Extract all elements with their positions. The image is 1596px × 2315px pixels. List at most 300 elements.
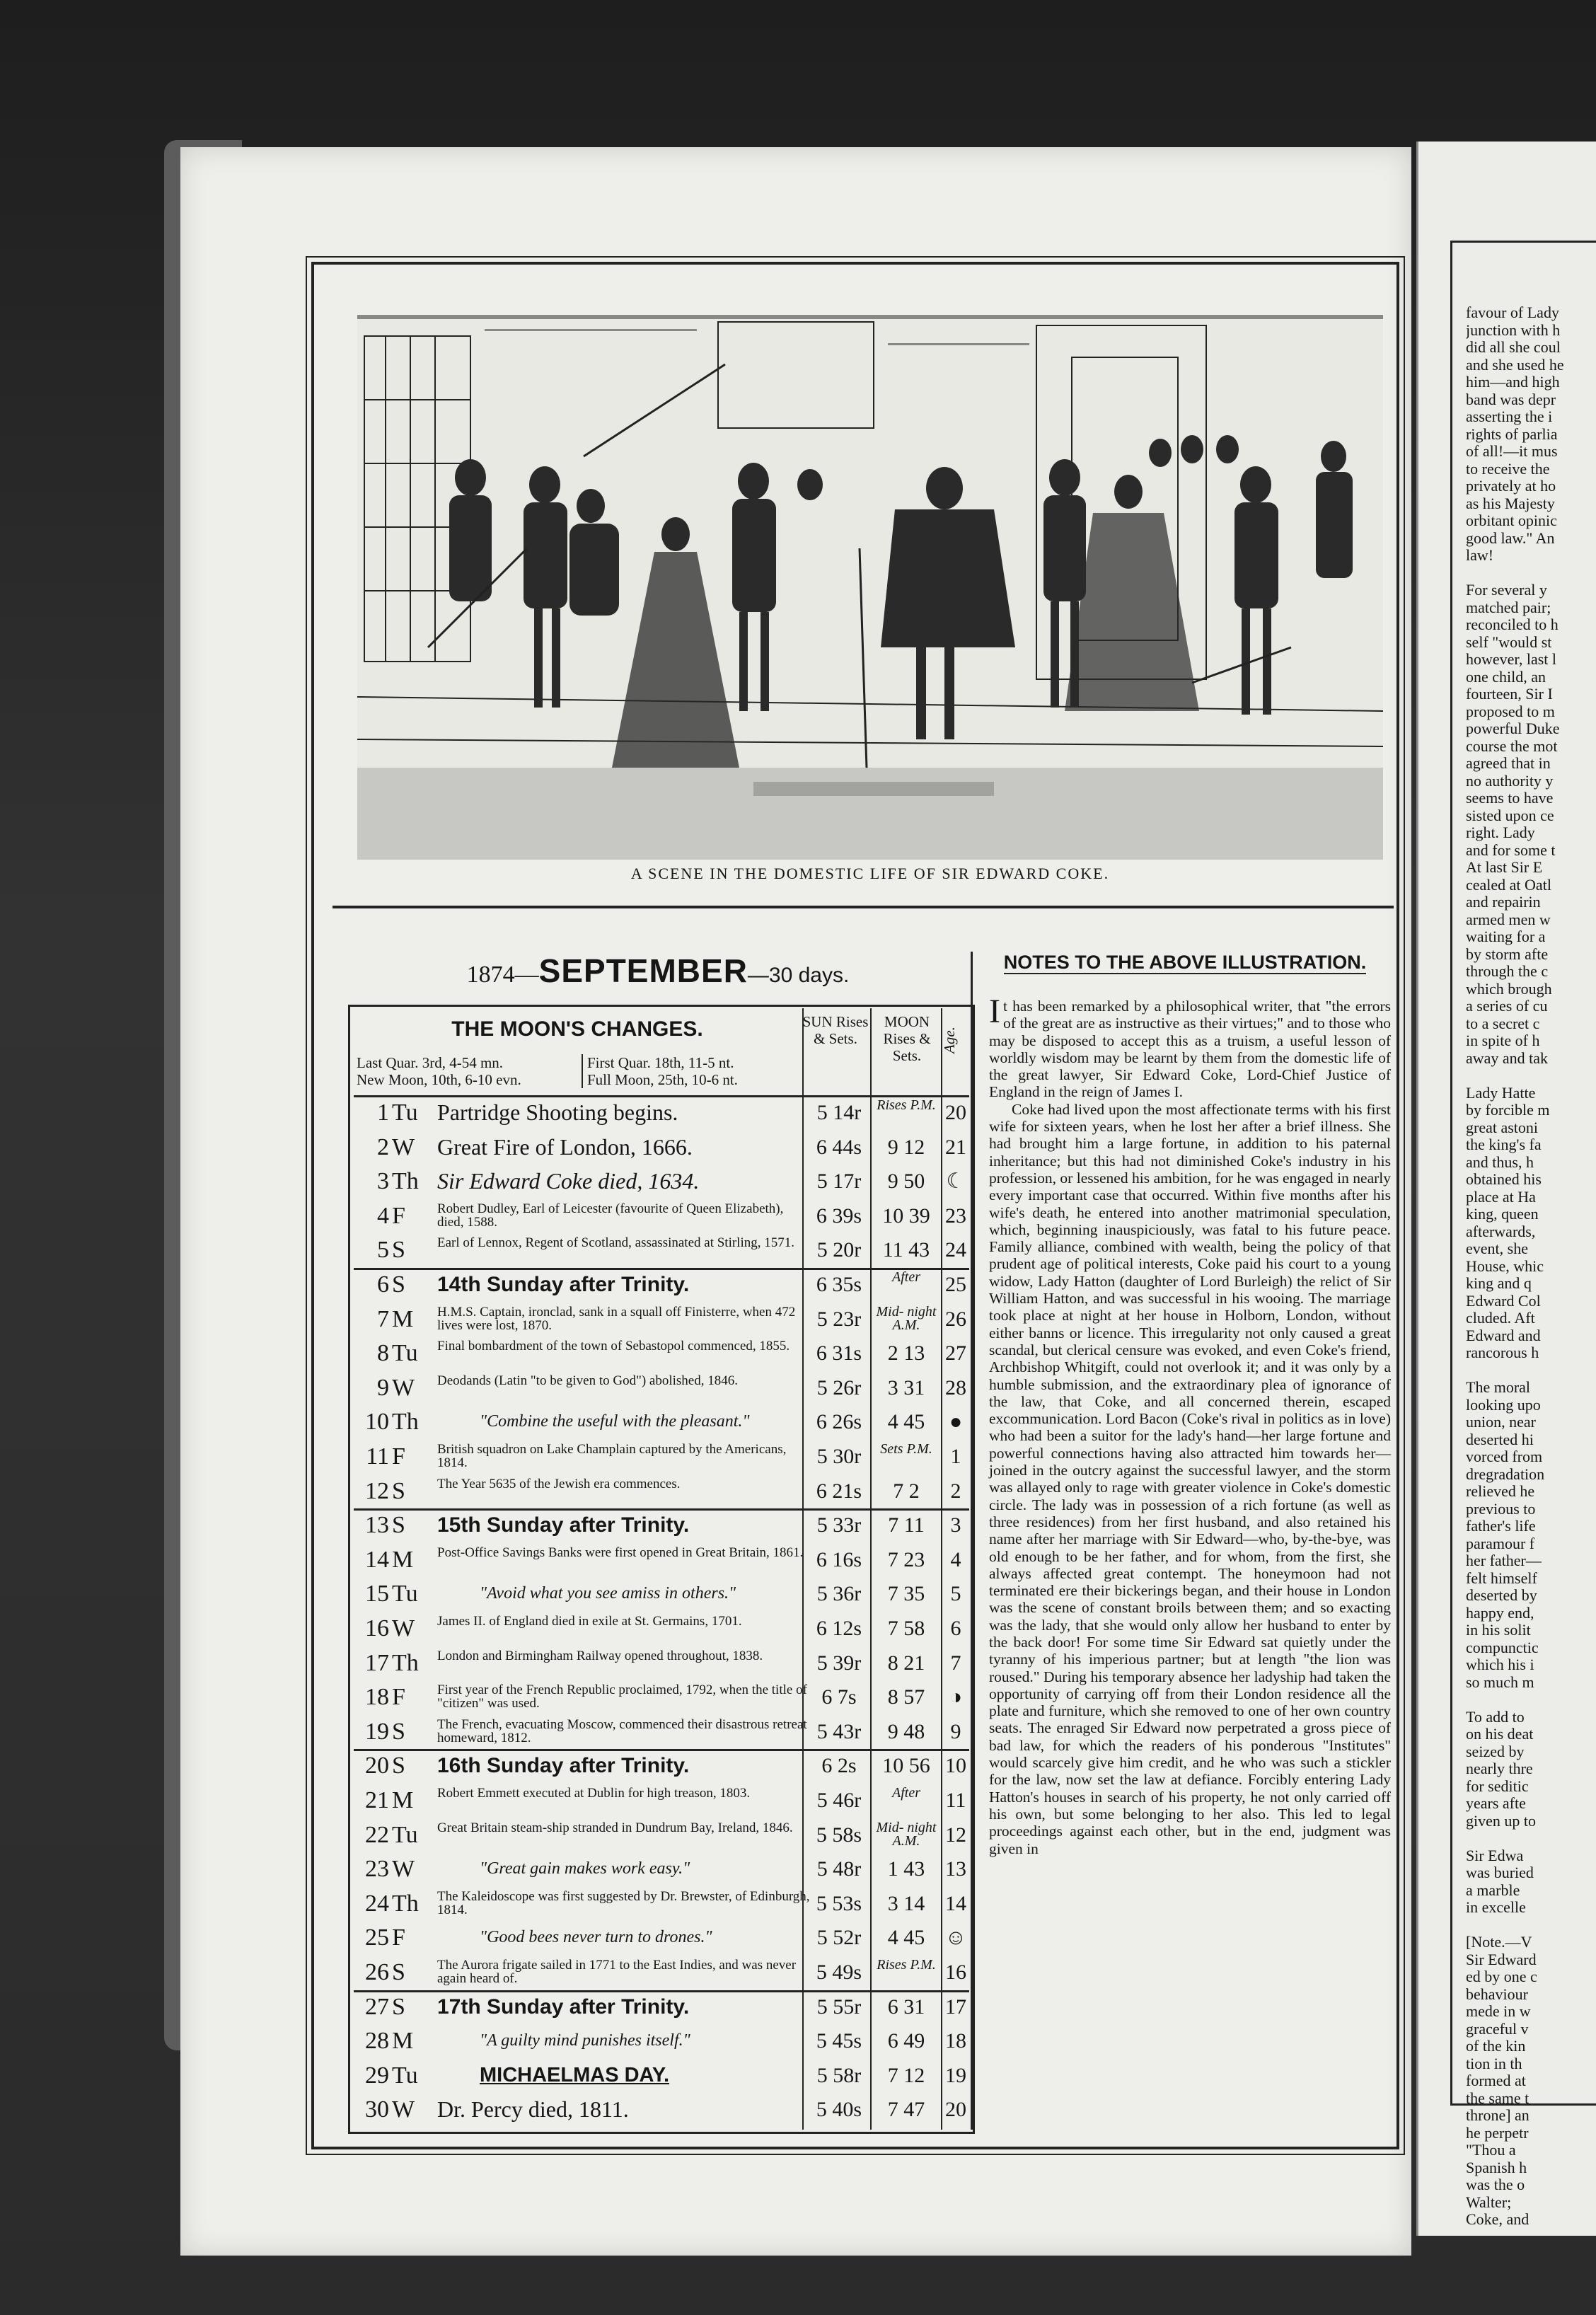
- day-event: H.M.S. Captain, ironclad, sank in a squall off Finisterre, when 472 lives were lost, 1870.: [437, 1304, 796, 1333]
- sun-time: 5 26r: [816, 1375, 862, 1399]
- fragment-line: vorced from: [1466, 1448, 1543, 1465]
- moon-age: 20: [945, 1101, 966, 1124]
- day-number: 28: [365, 2028, 389, 2055]
- moon-time: 3 31: [887, 1375, 925, 1399]
- fragment-line: rights of parlia: [1466, 425, 1558, 443]
- sun-time: 6 16s: [816, 1547, 862, 1571]
- fragment-line: in his solit: [1466, 1621, 1531, 1639]
- fragment-line: To add to: [1466, 1707, 1525, 1726]
- day-event: "A guilty mind punishes itself.": [480, 2031, 690, 2050]
- sun-time: 6 39s: [816, 1203, 862, 1228]
- fragment-line: king and q: [1466, 1274, 1532, 1292]
- moon-time: 9 48: [887, 1719, 925, 1743]
- fragment-line: did all she coul: [1466, 338, 1561, 356]
- calendar-row: [354, 1546, 969, 1574]
- fragment-line: which his i: [1466, 1656, 1534, 1673]
- sun-time: 5 49s: [816, 1961, 862, 1984]
- moon-time: 7 12: [887, 2063, 925, 2087]
- day-of-week: W: [392, 2096, 415, 2123]
- sun-time: 6 44s: [816, 1135, 862, 1159]
- sun-time: 5 17r: [816, 1170, 862, 1194]
- fragment-line: "Thou a: [1466, 2141, 1516, 2159]
- right-page-text: [1466, 304, 1596, 2229]
- day-of-week: S: [392, 1993, 405, 2020]
- fragment-line: law!: [1466, 546, 1494, 564]
- day-event: Robert Dudley, Earl of Leicester (favourite of Queen Elizabeth), died, 1588.: [437, 1201, 784, 1230]
- moon-time: 7 58: [887, 1617, 925, 1640]
- fragment-line: House, whic: [1466, 1257, 1544, 1275]
- sun-time: 5 58s: [816, 1823, 862, 1847]
- day-number: 10: [365, 1409, 389, 1436]
- fragment-line: nearly thre: [1466, 1760, 1533, 1777]
- day-event: Earl of Lennox, Regent of Scotland, assassinated at Stirling, 1571.: [437, 1235, 794, 1251]
- fragment-line: Spanish h: [1466, 2158, 1527, 2176]
- fragment-line: dregradation: [1466, 1465, 1545, 1483]
- day-event: "Avoid what you see amiss in others.": [480, 1584, 736, 1603]
- fragment-line: The moral: [1466, 1378, 1531, 1396]
- day-number: 19: [365, 1718, 389, 1745]
- moon-age: 11: [945, 1789, 966, 1812]
- sun-time: 5 48r: [816, 1857, 862, 1881]
- moon-time: Rises P.M.: [877, 1957, 936, 1973]
- day-event: Partridge Shooting begins.: [437, 1099, 678, 1125]
- sun-time: 6 21s: [816, 1479, 862, 1503]
- day-of-week: S: [392, 1477, 405, 1504]
- fragment-line: deserted by: [1466, 1586, 1537, 1604]
- day-of-week: F: [392, 1924, 405, 1951]
- day-of-week: F: [392, 1443, 405, 1470]
- moon-age: 2: [950, 1479, 961, 1503]
- fragment-line: to receive the: [1466, 459, 1550, 478]
- calendar-row: [354, 1924, 969, 1951]
- sun-time: 5 58r: [816, 2063, 862, 2087]
- section-divider: [332, 906, 1394, 908]
- engraving-illustration: [357, 315, 1383, 860]
- sun-time: 5 52r: [816, 1926, 862, 1950]
- sun-time: 6 2s: [821, 1754, 857, 1778]
- day-number: 24: [365, 1890, 389, 1917]
- calendar-row: [354, 2096, 969, 2123]
- calendar-row: [354, 1683, 969, 1711]
- moon-time: 2 13: [887, 1341, 925, 1366]
- day-number: 30: [365, 2096, 389, 2123]
- fragment-line: through the c: [1466, 962, 1549, 980]
- moon-time: 6 49: [887, 2029, 925, 2053]
- sun-time: 5 30r: [816, 1445, 862, 1468]
- sun-time: 6 7s: [821, 1685, 857, 1709]
- fragment-line: proposed to m: [1466, 702, 1555, 720]
- moon-time: 7 47: [887, 2098, 925, 2122]
- day-number: 8: [377, 1340, 389, 1367]
- fragment-line: course the mot: [1466, 737, 1558, 755]
- calendar-row: [354, 1305, 969, 1333]
- sun-time: 6 35s: [816, 1273, 862, 1296]
- fragment-line: waiting for a: [1466, 928, 1546, 945]
- fragment-line: Sir Edwa: [1466, 1846, 1524, 1864]
- fragment-line: felt himself: [1466, 1569, 1537, 1587]
- notes-heading-text: NOTES TO THE ABOVE ILLUSTRATION.: [1003, 952, 1367, 973]
- fragment-line: deserted hi: [1466, 1430, 1534, 1448]
- calendar-row: [354, 1236, 969, 1264]
- fragment-line: armed men w: [1466, 910, 1551, 928]
- moon-age: 7: [950, 1651, 961, 1675]
- day-of-week: M: [392, 1787, 414, 1813]
- moon-time: 10 39: [882, 1203, 930, 1228]
- day-event: "Good bees never turn to drones.": [480, 1928, 712, 1947]
- sun-time: 6 31s: [816, 1341, 862, 1366]
- day-event: Deodands (Latin "to be given to God") abolished, 1846.: [437, 1373, 738, 1388]
- moon-time: 11 43: [882, 1238, 930, 1262]
- sun-time: 6 26s: [816, 1410, 862, 1434]
- fragment-line: her father—: [1466, 1552, 1542, 1569]
- day-of-week: S: [392, 1753, 405, 1779]
- fragment-line: self "would st: [1466, 633, 1552, 651]
- fragment-line: and for some t: [1466, 841, 1556, 859]
- sun-time: 5 39r: [816, 1651, 862, 1675]
- fragment-line: and repairin: [1466, 893, 1541, 911]
- fragment-line: paramour f: [1466, 1534, 1535, 1552]
- moon-column-header: MOON Rises & Sets.: [883, 1013, 931, 1064]
- moon-time: 8 57: [887, 1685, 925, 1709]
- calendar-row: [354, 1649, 969, 1677]
- sun-time: 5 45s: [816, 2029, 862, 2053]
- day-number: 15: [365, 1581, 389, 1607]
- calendar-row: [354, 1374, 969, 1402]
- day-event: First year of the French Republic proclaimed, 1792, when the title of "citizen" was used.: [437, 1682, 807, 1711]
- calendar-row: [354, 1821, 969, 1849]
- engraving-svg: [357, 315, 1383, 860]
- fragment-line: Edward and: [1466, 1326, 1541, 1344]
- fragment-line: and thus, h: [1466, 1153, 1534, 1171]
- fragment-line: relieved he: [1466, 1482, 1535, 1500]
- fragment-line: by forcible m: [1466, 1101, 1550, 1119]
- fragment-line: in spite of h: [1466, 1032, 1540, 1049]
- calendar-row: [354, 1786, 969, 1814]
- fragment-line: of all!—it mus: [1466, 442, 1558, 460]
- moon-age: 19: [945, 2063, 966, 2087]
- fragment-line: [1466, 1917, 1596, 1934]
- sun-column-header: SUN Rises & Sets.: [802, 1013, 869, 1047]
- day-number: 25: [365, 1924, 389, 1951]
- day-of-week: S: [392, 1718, 405, 1745]
- day-event: The Year 5635 of the Jewish era commences.: [437, 1476, 681, 1491]
- fragment-line: no authority y: [1466, 771, 1554, 790]
- sun-time: 5 36r: [816, 1582, 862, 1606]
- moon-time: Rises P.M.: [877, 1097, 936, 1113]
- moon-full-moon: Full Moon, 25th, 10-6 nt.: [587, 1071, 738, 1088]
- day-of-week: Tu: [392, 1340, 418, 1367]
- fragment-line: junction with h: [1466, 321, 1561, 339]
- moon-age: ●: [949, 1410, 963, 1434]
- moon-time: 7 23: [887, 1547, 925, 1571]
- moon-time: After: [892, 1269, 920, 1285]
- day-of-week: Tu: [392, 1581, 418, 1607]
- fragment-line: union, near: [1466, 1413, 1536, 1431]
- fragment-line: At last Sir E: [1466, 858, 1543, 876]
- week-rule: [354, 1749, 969, 1751]
- fragment-line: in excelle: [1466, 1898, 1526, 1916]
- fragment-line: Walter;: [1466, 2193, 1512, 2211]
- day-number: 26: [365, 1959, 389, 1985]
- day-of-week: Th: [392, 1168, 419, 1195]
- fragment-line: was the o: [1466, 2176, 1525, 2193]
- moon-age: 25: [945, 1273, 966, 1296]
- sun-time: 5 43r: [816, 1719, 862, 1743]
- notes-paragraph-2: Coke had lived upon the most affectionate terms with his first wife for sixteen years, when he lost her after a brief illness. She had brought him a large fortune, in addition to his paternal inheritance; but this had not diminished Coke's industry in his profession, or lessened his ambition, for he was engaged in nearly every important case that occurred. Within five months after his wife's death, he entered into another matrimonial speculation, which, beginning inauspiciously, was fatal to his future peace. Family alliance, combined with wealth, being the policy of that prudent age of political interests, Coke paid his court to a young widow, Lady Hatton (daughter of Lord Burleigh) the relict of Sir William Hatton, and was successful in his wooing. The marriage took place at night at her house in Holborn, London, without either banns or licence. This irregularity not only caused a great scandal, but clerical censure was evoked, and even Coke's friend, Archbishop Whitgift, could not overlook it; and it was only by a humble submission, and the extraordinary plea of ignorance of the law, that Coke, and all concerned therein, escaped excommunication. Lord Bacon (Coke's rival in politics as in love) who had been a suitor for the lady's hand—her large fortune and powerful connections having also attracted him towards her—joined in the outcry against the successful lawyer, and the storm was allayed only to rage with greater violence in Coke's domestic circle. The lady was in possession of a rich fortune (as well as three residences) from her first husband, and also retained his name after her marriage with Sir Edward—who, by-the-bye, was old enough to be her father, and for whom, from the first, she always affected great contempt. The honeymoon had not terminated ere their bickerings began, and their house in London was the scene of constant broils between them; and so exacting was the lady, that she would only allow her husband to enter by the back door! For some time Sir Edward sat quietly under the tyranny of his imperious partner; but at length "the lion was roused." During his temporary absence her ladyship had taken the opportunity of carrying off from their London residence all the plate and furniture, which she removed to one of her own country seats. The enraged Sir Edward now perpetrated a gross piece of bad law, for which the readers of his ponderous "Institutes" would scarcely give him credit, and he who was such a stickler for the law, now set the law at defiance. Forcibly entering Lady Hatton's houses in search of his property, he not only carried off his own, but some belonging to her also. This led to legal proceedings against each other, but in the end, judgment was given in: [989, 1100, 1391, 1857]
- fragment-line: matched pair;: [1466, 598, 1551, 616]
- moon-time: 3 14: [887, 1891, 925, 1915]
- fragment-line: Sir Edward: [1466, 1950, 1537, 1968]
- day-event: Final bombardment of the town of Sebastopol commenced, 1855.: [437, 1339, 790, 1354]
- calendar-row: [354, 1339, 969, 1367]
- fragment-line: orbitant opinic: [1466, 512, 1557, 529]
- fragment-line: mede in w: [1466, 2002, 1531, 2020]
- fragment-line: a series of cu: [1466, 997, 1548, 1015]
- day-event: The French, evacuating Moscow, commenced their disastrous retreat homeward, 1812.: [437, 1716, 807, 1745]
- moon-time: 9 12: [887, 1135, 925, 1159]
- fragment-line: [Note.—V: [1466, 1933, 1532, 1951]
- day-number: 18: [365, 1684, 389, 1711]
- moon-new-moon: New Moon, 10th, 6-10 evn.: [357, 1071, 521, 1088]
- fragment-line: so much m: [1466, 1673, 1534, 1691]
- fragment-line: king, queen: [1466, 1205, 1539, 1223]
- fragment-line: tion in th: [1466, 2054, 1522, 2072]
- fragment-line: privately at ho: [1466, 477, 1556, 495]
- fragment-line: reconciled to h: [1466, 616, 1559, 633]
- moon-age: 16: [945, 1961, 966, 1984]
- sun-time: 5 53s: [816, 1891, 862, 1915]
- moon-age: 3: [950, 1513, 961, 1537]
- fragment-line: [1466, 1691, 1596, 1709]
- fragment-line: asserting the i: [1466, 408, 1553, 425]
- fragment-line: seized by: [1466, 1742, 1525, 1760]
- sun-time: 5 23r: [816, 1307, 862, 1331]
- day-event: MICHAELMAS DAY.: [480, 2063, 670, 2086]
- moon-age: 17: [945, 1994, 966, 2019]
- moon-time: 4 45: [887, 1926, 925, 1950]
- fragment-line: the same t: [1466, 2089, 1530, 2107]
- day-of-week: Tu: [392, 1099, 418, 1126]
- fragment-line: obtained his: [1466, 1170, 1542, 1188]
- moon-time: 7 11: [888, 1513, 925, 1537]
- fragment-line: the king's fa: [1466, 1136, 1542, 1153]
- sun-time: 6 12s: [816, 1617, 862, 1640]
- day-of-week: W: [392, 1856, 415, 1883]
- fragment-line: great astoni: [1466, 1118, 1539, 1136]
- day-of-week: S: [392, 1237, 405, 1264]
- fragment-line: [1466, 1830, 1596, 1847]
- fragment-line: seems to have: [1466, 789, 1554, 807]
- day-event: Robert Emmett executed at Dublin for high treason, 1803.: [437, 1786, 751, 1801]
- moon-age: 24: [945, 1238, 966, 1262]
- moon-time: 10 56: [882, 1754, 930, 1778]
- calendar-days: —30 days.: [747, 964, 850, 987]
- fragment-line: to a secret c: [1466, 1014, 1540, 1032]
- day-number: 20: [365, 1753, 389, 1779]
- fragment-line: which brough: [1466, 979, 1552, 998]
- calendar-row: [354, 1580, 969, 1607]
- calendar-row: [354, 1615, 969, 1642]
- day-of-week: W: [392, 1615, 415, 1641]
- sun-time: 5 33r: [816, 1513, 862, 1537]
- fragment-line: good law." An: [1466, 529, 1555, 547]
- fragment-line: throne] an: [1466, 2106, 1530, 2124]
- calendar-row: [354, 1408, 969, 1436]
- day-number: 21: [365, 1787, 389, 1813]
- moon-last-quarter: Last Quar. 3rd, 4-54 mn.: [357, 1054, 504, 1071]
- day-number: 1: [377, 1099, 389, 1126]
- fragment-line: him—and high: [1466, 373, 1560, 391]
- fragment-line: father's life: [1466, 1517, 1536, 1535]
- sun-time: 5 14r: [816, 1101, 862, 1124]
- fragment-line: was buried: [1466, 1864, 1534, 1881]
- day-event: The Aurora frigate sailed in 1771 to the East Indies, and was never again heard of.: [437, 1958, 797, 1986]
- moon-age: 1: [950, 1445, 961, 1468]
- moon-age: 12: [945, 1823, 966, 1847]
- calendar-row: [354, 1993, 969, 2021]
- moon-age: 21: [945, 1135, 966, 1159]
- day-number: 11: [366, 1443, 389, 1470]
- calendar-row: [354, 1167, 969, 1195]
- moon-age: 27: [945, 1341, 966, 1366]
- day-number: 27: [365, 1993, 389, 2020]
- calendar-row: [354, 1855, 969, 1883]
- moon-age: 6: [950, 1617, 961, 1640]
- moon-time: 8 21: [887, 1651, 925, 1675]
- day-event: Great Britain steam-ship stranded in Dundrum Bay, Ireland, 1846.: [437, 1820, 793, 1835]
- day-of-week: F: [392, 1684, 405, 1711]
- week-rule: [354, 1990, 969, 1992]
- day-of-week: W: [392, 1374, 415, 1401]
- day-number: 5: [377, 1237, 389, 1264]
- notes-paragraph-1: It has been remarked by a philosophical writer, that "the errors of the great are as instructive as their virtues;" and to those who may be disposed to accept this as a truism, a useful lesson of worldly wisdom may be learnt by them from the domestic life of the great lawyer, Sir Edward Coke, Lord-Chief Justice of England in the reign of James I.: [989, 993, 1391, 1101]
- fragment-line: place at Ha: [1466, 1187, 1536, 1206]
- fragment-line: ed by one c: [1466, 1968, 1537, 1985]
- moon-time: 4 45: [887, 1410, 925, 1434]
- calendar-row: [354, 1133, 969, 1161]
- calendar-row: [354, 1958, 969, 1986]
- fragment-line: graceful v: [1466, 2019, 1529, 2038]
- day-event: Dr. Percy died, 1811.: [437, 2096, 629, 2123]
- calendar-row: [354, 1752, 969, 1779]
- fragment-line: favour of Lady: [1466, 304, 1559, 321]
- moon-age: ☺: [944, 1926, 967, 1950]
- fragment-line: band was depr: [1466, 390, 1556, 408]
- fragment-line: Coke, and: [1466, 2210, 1530, 2228]
- day-of-week: F: [392, 1202, 405, 1229]
- sun-time: 5 55r: [816, 1994, 862, 2019]
- sun-time: 5 46r: [816, 1789, 862, 1812]
- moon-age: 18: [945, 2029, 966, 2053]
- day-of-week: S: [392, 1271, 405, 1298]
- calendar-row: [354, 1890, 969, 1917]
- week-rule: [354, 1508, 969, 1511]
- day-of-week: Tu: [392, 1821, 418, 1848]
- moon-time: 6 31: [887, 1994, 925, 2019]
- day-event: "Combine the useful with the pleasant.": [480, 1412, 750, 1431]
- moon-time: 7 2: [893, 1479, 920, 1503]
- moon-age: 5: [950, 1582, 961, 1606]
- day-of-week: S: [392, 1512, 405, 1539]
- fragment-line: formed at: [1466, 2072, 1526, 2089]
- notes-text: [989, 993, 1391, 1857]
- calendar-row: [354, 1477, 969, 1505]
- moon-time: 1 43: [887, 1857, 925, 1881]
- moon-phases-right: [582, 1054, 806, 1088]
- fragment-line: and she used he: [1466, 355, 1564, 374]
- fragment-line: powerful Duke: [1466, 720, 1560, 737]
- fragment-line: [1466, 565, 1596, 582]
- moon-first-quarter: First Quar. 18th, 11-5 nt.: [587, 1054, 734, 1071]
- moon-age: ◑: [949, 1685, 963, 1709]
- fragment-line: [1466, 1362, 1596, 1380]
- day-number: 3: [377, 1168, 389, 1195]
- day-number: 22: [365, 1821, 389, 1848]
- day-number: 29: [365, 2062, 389, 2089]
- day-event: 14th Sunday after Trinity.: [437, 1273, 690, 1296]
- fragment-line: he perpetr: [1466, 2123, 1529, 2142]
- fragment-line: given up to: [1466, 1811, 1536, 1830]
- fragment-line: by storm afte: [1466, 945, 1549, 963]
- day-event: 17th Sunday after Trinity.: [437, 1994, 690, 2019]
- fragment-line: agreed that in: [1466, 754, 1551, 772]
- day-event: Post-Office Savings Banks were first opened in Great Britain, 1861.: [437, 1545, 804, 1560]
- fragment-line: For several y: [1466, 581, 1547, 599]
- fragment-line: however, last l: [1466, 650, 1557, 668]
- age-column-header: Age.: [941, 1027, 958, 1053]
- day-number: 9: [377, 1374, 389, 1401]
- day-event: London and Birmingham Railway opened throughout, 1838.: [437, 1648, 763, 1663]
- calendar-month: SEPTEMBER: [538, 952, 748, 989]
- day-number: 16: [365, 1615, 389, 1641]
- calendar-year: 1874—: [466, 962, 539, 988]
- moon-time: After: [892, 1785, 920, 1801]
- fragment-line: for seditic: [1466, 1777, 1529, 1795]
- sun-time: 5 20r: [816, 1238, 862, 1262]
- moon-time: Sets P.M.: [880, 1441, 932, 1457]
- fragment-line: behaviour: [1466, 1985, 1528, 2003]
- fragment-line: happy end,: [1466, 1603, 1534, 1622]
- moon-time: 7 35: [887, 1582, 925, 1606]
- day-number: 23: [365, 1856, 389, 1883]
- day-of-week: Th: [392, 1649, 419, 1676]
- day-event: "Great gain makes work easy.": [480, 1859, 690, 1878]
- fragment-line: previous to: [1466, 1499, 1536, 1518]
- fragment-line: looking upo: [1466, 1395, 1541, 1414]
- day-number: 4: [377, 1202, 389, 1229]
- fragment-line: of the kin: [1466, 2037, 1526, 2055]
- fragment-line: cluded. Aft: [1466, 1309, 1535, 1327]
- fragment-line: one child, an: [1466, 667, 1546, 686]
- moon-age: ☾: [946, 1170, 966, 1194]
- calendar-row: [354, 1271, 969, 1298]
- moon-time: 9 50: [887, 1170, 925, 1194]
- fragment-line: right. Lady: [1466, 824, 1535, 841]
- day-event: British squadron on Lake Champlain captured by the Americans, 1814.: [437, 1442, 787, 1470]
- day-number: 2: [377, 1133, 389, 1160]
- day-event: 15th Sunday after Trinity.: [437, 1513, 690, 1537]
- fragment-line: afterwards,: [1466, 1222, 1536, 1240]
- day-number: 13: [365, 1512, 389, 1539]
- fragment-line: away and tak: [1466, 1049, 1549, 1067]
- calendar-row: [354, 1099, 969, 1126]
- day-of-week: M: [392, 1546, 414, 1573]
- moon-changes-heading: THE MOON'S CHANGES.: [451, 1017, 703, 1041]
- moon-age: 26: [945, 1307, 966, 1331]
- calendar-row: [354, 1202, 969, 1230]
- day-number: 7: [377, 1305, 389, 1332]
- day-event: The Kaleidoscope was first suggested by Dr. Brewster, of Edinburgh, 1814.: [437, 1888, 810, 1917]
